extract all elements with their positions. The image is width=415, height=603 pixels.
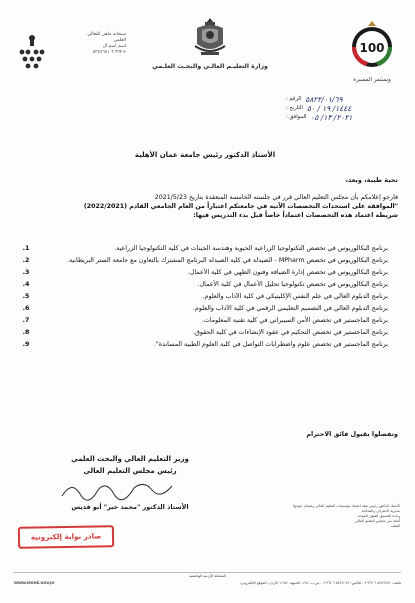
signature-title-line1: وزير التعليم العالي والبحث العلمي — [71, 455, 189, 463]
letterhead-left-line: اسم اسم ال — [102, 44, 126, 49]
list-item-number: 8. — [22, 329, 30, 336]
reference-date-value: ١٤٤٤/ ١٩ / ٥٠ — [306, 104, 352, 113]
list-item — [22, 316, 388, 325]
cc-list — [232, 504, 400, 529]
intro-line: فارجو إعلامكم بأن مجلس التعليم العالي قرر في جلسته الخامسة المنعقدة بتاريخ 2021/5/23 — [154, 194, 398, 201]
list-item — [22, 304, 388, 313]
reference-agreed-label: الموافق : — [286, 114, 307, 120]
cc-line: الأستاذ الدكتور رئيس هيئة اعتماد مؤسسات التعليم العالي وضمان جودتها — [293, 504, 400, 508]
footer-website: WWW.MOHE.GOV.JO — [14, 581, 55, 585]
list-item-text: برنامج البكالوريوس في تخصص تكنولوجيا تحليل الأعمال في كلية الأعمال. — [197, 281, 388, 288]
cc-line: مديرية الاعتراف والمعادلة — [361, 509, 400, 513]
ministry-name: وزارة التعليـم العالـي والبحـث العلـمي — [152, 63, 268, 70]
left-emblem-icon — [14, 30, 50, 74]
letterhead-left-line: العلمي — [113, 38, 126, 43]
cc-line: وحدة التنسيق القبول الموحد — [357, 514, 400, 518]
list-item-number: 9. — [22, 341, 30, 348]
list-item-number: 7. — [22, 317, 30, 324]
greeting: تحية طيبة، وبعد، — [345, 176, 398, 184]
signature-block — [40, 453, 220, 477]
letterhead-left-line: +٩٦٢ ٦ ٥٣٤٧٦٧١ — [92, 50, 126, 55]
list-item-number: 2. — [22, 257, 30, 264]
cc-line: الملف — [390, 524, 400, 528]
list-item-number: 4. — [22, 281, 30, 288]
list-item — [22, 280, 388, 289]
reference-number-value: ٥٨٢٢/٠١/٦٩ — [305, 95, 343, 104]
badge-caption: ونستمر المسيرة — [353, 77, 391, 83]
badge-number: 100 — [359, 41, 385, 55]
list-item-number: 6. — [22, 305, 30, 312]
reference-agreed-value: ٢٠٢١/ ١٣/ ٠٥ — [310, 113, 353, 122]
decision-quote: "الموافقة على استحداث التخصصات الآتية في جامعتكم اعتباراً من العام الجامعي القادم (2022/2021) — [83, 203, 398, 210]
letter-intro — [22, 193, 398, 220]
list-item-text: برنامج الماجستير في تخصص الأمن السيبراني في كلية تقنية المعلومات. — [201, 317, 388, 324]
decision-condition: شريطة اعتماد هذه التخصصات اعتماداً خاصاً قبل بدء التدريس فيها: — [193, 212, 398, 219]
footer-divider — [14, 572, 401, 573]
list-item — [22, 268, 388, 277]
closing: وتفضلوا بقبول فائق الاحترام — [306, 430, 398, 438]
list-item — [22, 328, 388, 337]
footer-contact: هاتف: ٥٣٤٧٦٧١ ٦ ٩٦٢+ ، فاكس: ٥٣٤٩٠٧٩ ٦ ٩٦٢+ ، ص.ب: ١٣٨، الجبيهة ١١٩٤١ الأردن، الموقع الإلكتروني: — [239, 581, 401, 585]
reference-date-label: التاريخ : — [286, 105, 303, 111]
list-item — [22, 256, 388, 265]
letterhead-left-text — [56, 32, 126, 56]
list-item-text: برنامج الدبلوم العالي في التصميم التعليمي الرقمي في كلية الآداب والعلوم. — [192, 305, 388, 312]
signature-title-line2: رئيس مجلس التعليم العالي — [83, 467, 177, 475]
reference-block — [286, 95, 404, 122]
list-item-text: برنامج الماجستير في تخصص التحكيم في عقود الإنشاءات في كلية الحقوق. — [192, 329, 388, 336]
list-item — [22, 244, 388, 253]
list-item-text: برنامج الماجستير في تخصص علوم واضطرابات التواصل في كلية العلوم الطبية المساندة". — [153, 341, 388, 348]
jordan-coat-of-arms-icon — [193, 16, 227, 60]
letterhead-left-line: سبحانه ماهي للتعالي — [87, 32, 126, 37]
cc-line: أمانة سر مجلس التعليم العالي — [354, 519, 400, 523]
footer-country: المملكة الأردنية الهاشمية — [189, 574, 226, 578]
list-item-text: برنامج البكالوريوس في تخصص MPharm - الصيدلة في كلية الصيدلة البرنامج المشترك بالتعاون مع جامعة الستر البريطانية. — [67, 257, 388, 264]
signatory-name: الأستاذ الدكتور "محمد خير" أبو قديس — [71, 503, 189, 511]
list-item — [22, 292, 388, 301]
electronic-portal-stamp: صادر بوابة إلكترونية — [18, 525, 114, 549]
list-item-text: برنامج البكالوريوس في تخصص إدارة الضيافة وفنون الطهي في كلية الأعمال. — [187, 269, 388, 276]
list-item-text: برنامج الدبلوم العالي في علم النفس الإكلينيكي في كلية الآداب والعلوم. — [202, 293, 388, 300]
list-item — [22, 340, 388, 349]
addressee: الأستاذ الدكتور رئيس جامعة عمان الأهلية — [134, 151, 276, 159]
signature-scribble-icon — [58, 478, 178, 504]
list-item-number: 3. — [22, 269, 30, 276]
list-item-number: 1. — [22, 245, 30, 252]
specializations-list — [22, 244, 388, 352]
list-item-number: 5. — [22, 293, 30, 300]
list-item-text: برنامج البكالوريوس في تخصص التكنولوجيا الزراعية الحيوية وهندسة الجينات في كلية التكنولوجيا الزراعية. — [114, 245, 388, 252]
reference-number-label: الرقم : — [286, 96, 302, 102]
